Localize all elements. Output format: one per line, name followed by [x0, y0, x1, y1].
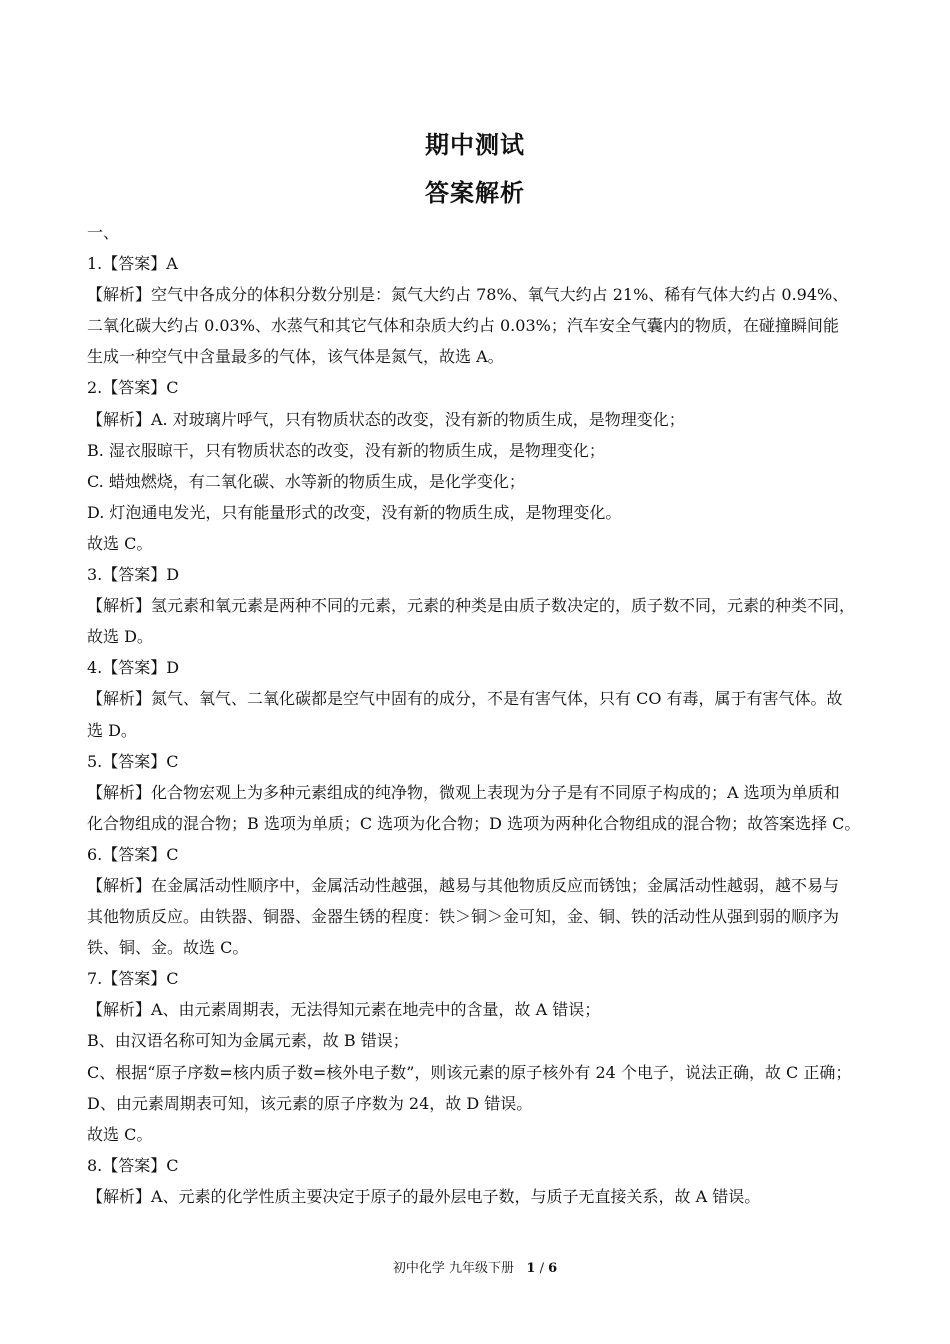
explanation-line: 故选 D。	[87, 627, 153, 647]
answer-line-3: 3.【答案】D	[87, 565, 180, 585]
conclusion-line: 故选 C。	[87, 533, 153, 553]
explanation-line: 【解析】A. 对玻璃片呼气，只有物质状态的改变，没有新的物质生成，是物理变化；	[87, 409, 685, 429]
page-separator: /	[539, 1261, 544, 1276]
explanation-line: B、由汉语名称可知为金属元素，故 B 错误；	[87, 1031, 409, 1051]
explanation-line: C. 蜡烛燃烧，有二氧化碳、水等新的物质生成，是化学变化；	[87, 471, 525, 491]
explanation-line: 【解析】在金属活动性顺序中，金属活动性越强，越易与其他物质反应而锈蚀；金属活动性越弱，越不易与	[87, 875, 840, 895]
explanation-line: 其他物质反应。由铁器、铜器、金器生锈的程度：铁＞铜＞金可知，金、铜、铁的活动性从强到弱的顺序为	[87, 907, 840, 927]
answer-line-2: 2.【答案】C	[87, 378, 179, 398]
explanation-line: 【解析】A、由元素周期表，无法得知元素在地壳中的含量，故 A 错误；	[87, 1000, 601, 1020]
explanation-line: 【解析】氮气、氧气、二氧化碳都是空气中固有的成分，不是有害气体，只有 CO 有毒，属于有害气体。故	[87, 689, 843, 709]
explanation-line: 化合物组成的混合物；B 选项为单质；C 选项为化合物；D 选项为两种化合物组成的混合物；故答案选择 C。	[87, 813, 861, 833]
conclusion-line: 故选 C。	[87, 1124, 153, 1144]
answer-line-7: 7.【答案】C	[87, 969, 179, 989]
page-total: 6	[548, 1261, 558, 1276]
explanation-line: D. 灯泡通电发光，只有能量形式的改变，没有新的物质生成，是物理变化。	[87, 502, 622, 522]
answer-line-8: 8.【答案】C	[87, 1155, 179, 1175]
page-subtitle: 答案解析	[425, 179, 525, 207]
explanation-line: 【解析】化合物宏观上为多种元素组成的纯净物，微观上表现为分子是有不同原子构成的；A 选项为单质和	[87, 782, 840, 802]
explanation-line: 【解析】A、元素的化学性质主要决定于原子的最外层电子数，与质子无直接关系，故 A 错误。	[87, 1186, 761, 1206]
section-heading: 一、	[87, 223, 120, 242]
explanation-line: B. 湿衣服晾干，只有物质状态的改变，没有新的物质生成，是物理变化；	[87, 440, 605, 460]
answer-line-5: 5.【答案】C	[87, 751, 179, 771]
footer-course: 初中化学 九年级下册	[392, 1261, 514, 1276]
explanation-line: 二氧化碳大约占 0.03%、水蒸气和其它气体和杂质大约占 0.03%；汽车安全气囊内的物质，在碰撞瞬间能	[87, 316, 839, 336]
answer-line-6: 6.【答案】C	[87, 844, 179, 864]
explanation-line: 选 D。	[87, 720, 137, 740]
explanation-line: 【解析】氢元素和氧元素是两种不同的元素，元素的种类是由质子数决定的，质子数不同，元素的种类不同，	[87, 596, 856, 616]
answer-line-1: 1.【答案】A	[87, 254, 178, 274]
explanation-line: D、由元素周期表可知，该元素的原子序数为 24，故 D 错误。	[87, 1093, 533, 1113]
page-title: 期中测试	[425, 131, 525, 159]
page-footer	[0, 1257, 950, 1276]
explanation-line: C、根据“原子序数=核内质子数=核外电子数”，则该元素的原子核外有 24 个电子，说法正确，故 C 正确；	[87, 1062, 852, 1082]
explanation-line: 铁、铜、金。故选 C。	[87, 938, 249, 958]
explanation-line: 【解析】空气中各成分的体积分数分别是：氮气大约占 78%、氧气大约占 21%、稀有气体大约占 0.94%、	[87, 285, 849, 305]
explanation-line: 生成一种空气中含量最多的气体，该气体是氮气，故选 A。	[87, 347, 504, 367]
page-number: 1	[526, 1261, 536, 1276]
answer-line-4: 4.【答案】D	[87, 658, 180, 678]
document-body	[87, 217, 865, 1212]
